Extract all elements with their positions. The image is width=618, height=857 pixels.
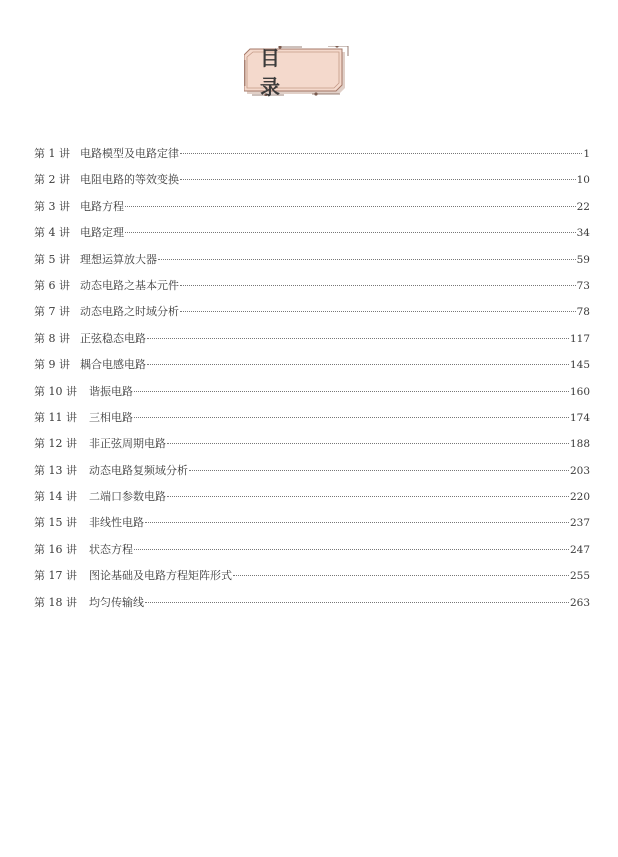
dot-leader (145, 522, 569, 523)
dot-leader (145, 602, 569, 603)
page-title: 目 录 (260, 46, 296, 99)
chapter-title: 非正弦周期电路 (89, 437, 166, 451)
dot-leader (158, 259, 576, 260)
page-number: 255 (569, 570, 590, 583)
dot-leader (180, 179, 576, 180)
chapter-number: 第 9 讲 (34, 358, 70, 372)
toc-entry[interactable] (34, 223, 590, 249)
toc-entry[interactable] (34, 302, 590, 328)
chapter-title: 谐振电路 (89, 384, 133, 398)
page-number: 220 (569, 491, 590, 504)
chapter-title: 正弦稳态电路 (80, 331, 146, 345)
chapter-title: 理想运算放大器 (80, 252, 157, 266)
toc-entry[interactable] (34, 382, 590, 408)
chapter-title: 耦合电感电路 (80, 358, 146, 372)
chapter-title: 电路模型及电路定律 (80, 147, 179, 160)
page-number: 78 (576, 306, 590, 319)
page-number: 237 (569, 517, 590, 530)
dot-leader (180, 153, 582, 154)
dot-leader (134, 391, 569, 392)
chapter-title: 电阻电路的等效变换 (80, 173, 179, 187)
dot-leader (147, 338, 569, 339)
page-number: 34 (576, 227, 590, 240)
chapter-number: 第 3 讲 (34, 199, 70, 213)
chapter-number: 第 8 讲 (34, 331, 70, 345)
chapter-number: 第 10 讲 (34, 384, 77, 398)
table-of-contents (34, 144, 590, 619)
toc-entry[interactable] (34, 461, 590, 487)
page-number: 59 (576, 253, 590, 266)
toc-entry[interactable] (34, 566, 590, 592)
dot-leader (189, 470, 569, 471)
page-number: 10 (576, 174, 590, 187)
chapter-number: 第 4 讲 (34, 226, 70, 240)
chapter-title: 状态方程 (89, 542, 133, 556)
chapter-number: 第 12 讲 (34, 437, 77, 451)
page-number: 247 (569, 543, 590, 556)
chapter-number: 第 17 讲 (34, 569, 77, 583)
page-number: 73 (576, 279, 590, 292)
dot-leader (180, 311, 576, 312)
page-number: 22 (576, 200, 590, 213)
toc-entry[interactable] (34, 355, 590, 381)
chapter-title: 二端口参数电路 (89, 490, 166, 504)
chapter-number: 第 14 讲 (34, 490, 77, 504)
dot-leader (134, 417, 569, 418)
chapter-number: 第 6 讲 (34, 278, 70, 292)
chapter-title: 动态电路之基本元件 (80, 278, 179, 292)
page-number: 160 (569, 385, 590, 398)
chapter-number: 第 5 讲 (34, 252, 70, 266)
toc-entry[interactable] (34, 593, 590, 619)
page-number: 174 (569, 411, 590, 424)
dot-leader (180, 285, 576, 286)
chapter-title: 三相电路 (89, 410, 133, 424)
chapter-title: 图论基础及电路方程矩阵形式 (89, 569, 232, 583)
page-number: 263 (569, 596, 590, 609)
dot-leader (233, 575, 569, 576)
chapter-title: 电路方程 (80, 199, 124, 213)
dot-leader (167, 496, 569, 497)
chapter-number: 第 1 讲 (34, 147, 70, 160)
dot-leader (134, 549, 569, 550)
dot-leader (167, 443, 569, 444)
chapter-number: 第 16 讲 (34, 542, 77, 556)
toc-entry[interactable] (34, 144, 590, 170)
toc-entry[interactable] (34, 513, 590, 539)
toc-entry[interactable] (34, 434, 590, 460)
chapter-title: 均匀传输线 (89, 595, 144, 609)
chapter-title: 电路定理 (80, 226, 124, 240)
toc-entry[interactable] (34, 170, 590, 196)
page-number: 203 (569, 464, 590, 477)
toc-entry[interactable] (34, 276, 590, 302)
page-number: 145 (569, 359, 590, 372)
toc-title-badge (244, 46, 350, 99)
toc-entry[interactable] (34, 329, 590, 355)
toc-entry[interactable] (34, 540, 590, 566)
toc-entry[interactable] (34, 408, 590, 434)
page-number: 117 (569, 332, 590, 345)
chapter-number: 第 7 讲 (34, 305, 70, 319)
toc-entry[interactable] (34, 250, 590, 276)
toc-entry[interactable] (34, 197, 590, 223)
page-number: 188 (569, 438, 590, 451)
page-number: 1 (583, 148, 590, 160)
dot-leader (147, 364, 569, 365)
chapter-number: 第 2 讲 (34, 173, 70, 187)
chapter-number: 第 18 讲 (34, 595, 77, 609)
chapter-number: 第 11 讲 (34, 410, 77, 424)
dot-leader (125, 206, 576, 207)
chapter-number: 第 15 讲 (34, 516, 77, 530)
chapter-number: 第 13 讲 (34, 463, 77, 477)
chapter-title: 动态电路之时域分析 (80, 305, 179, 319)
toc-entry[interactable] (34, 487, 590, 513)
chapter-title: 动态电路复频域分析 (89, 463, 188, 477)
dot-leader (125, 232, 576, 233)
chapter-title: 非线性电路 (89, 516, 144, 530)
